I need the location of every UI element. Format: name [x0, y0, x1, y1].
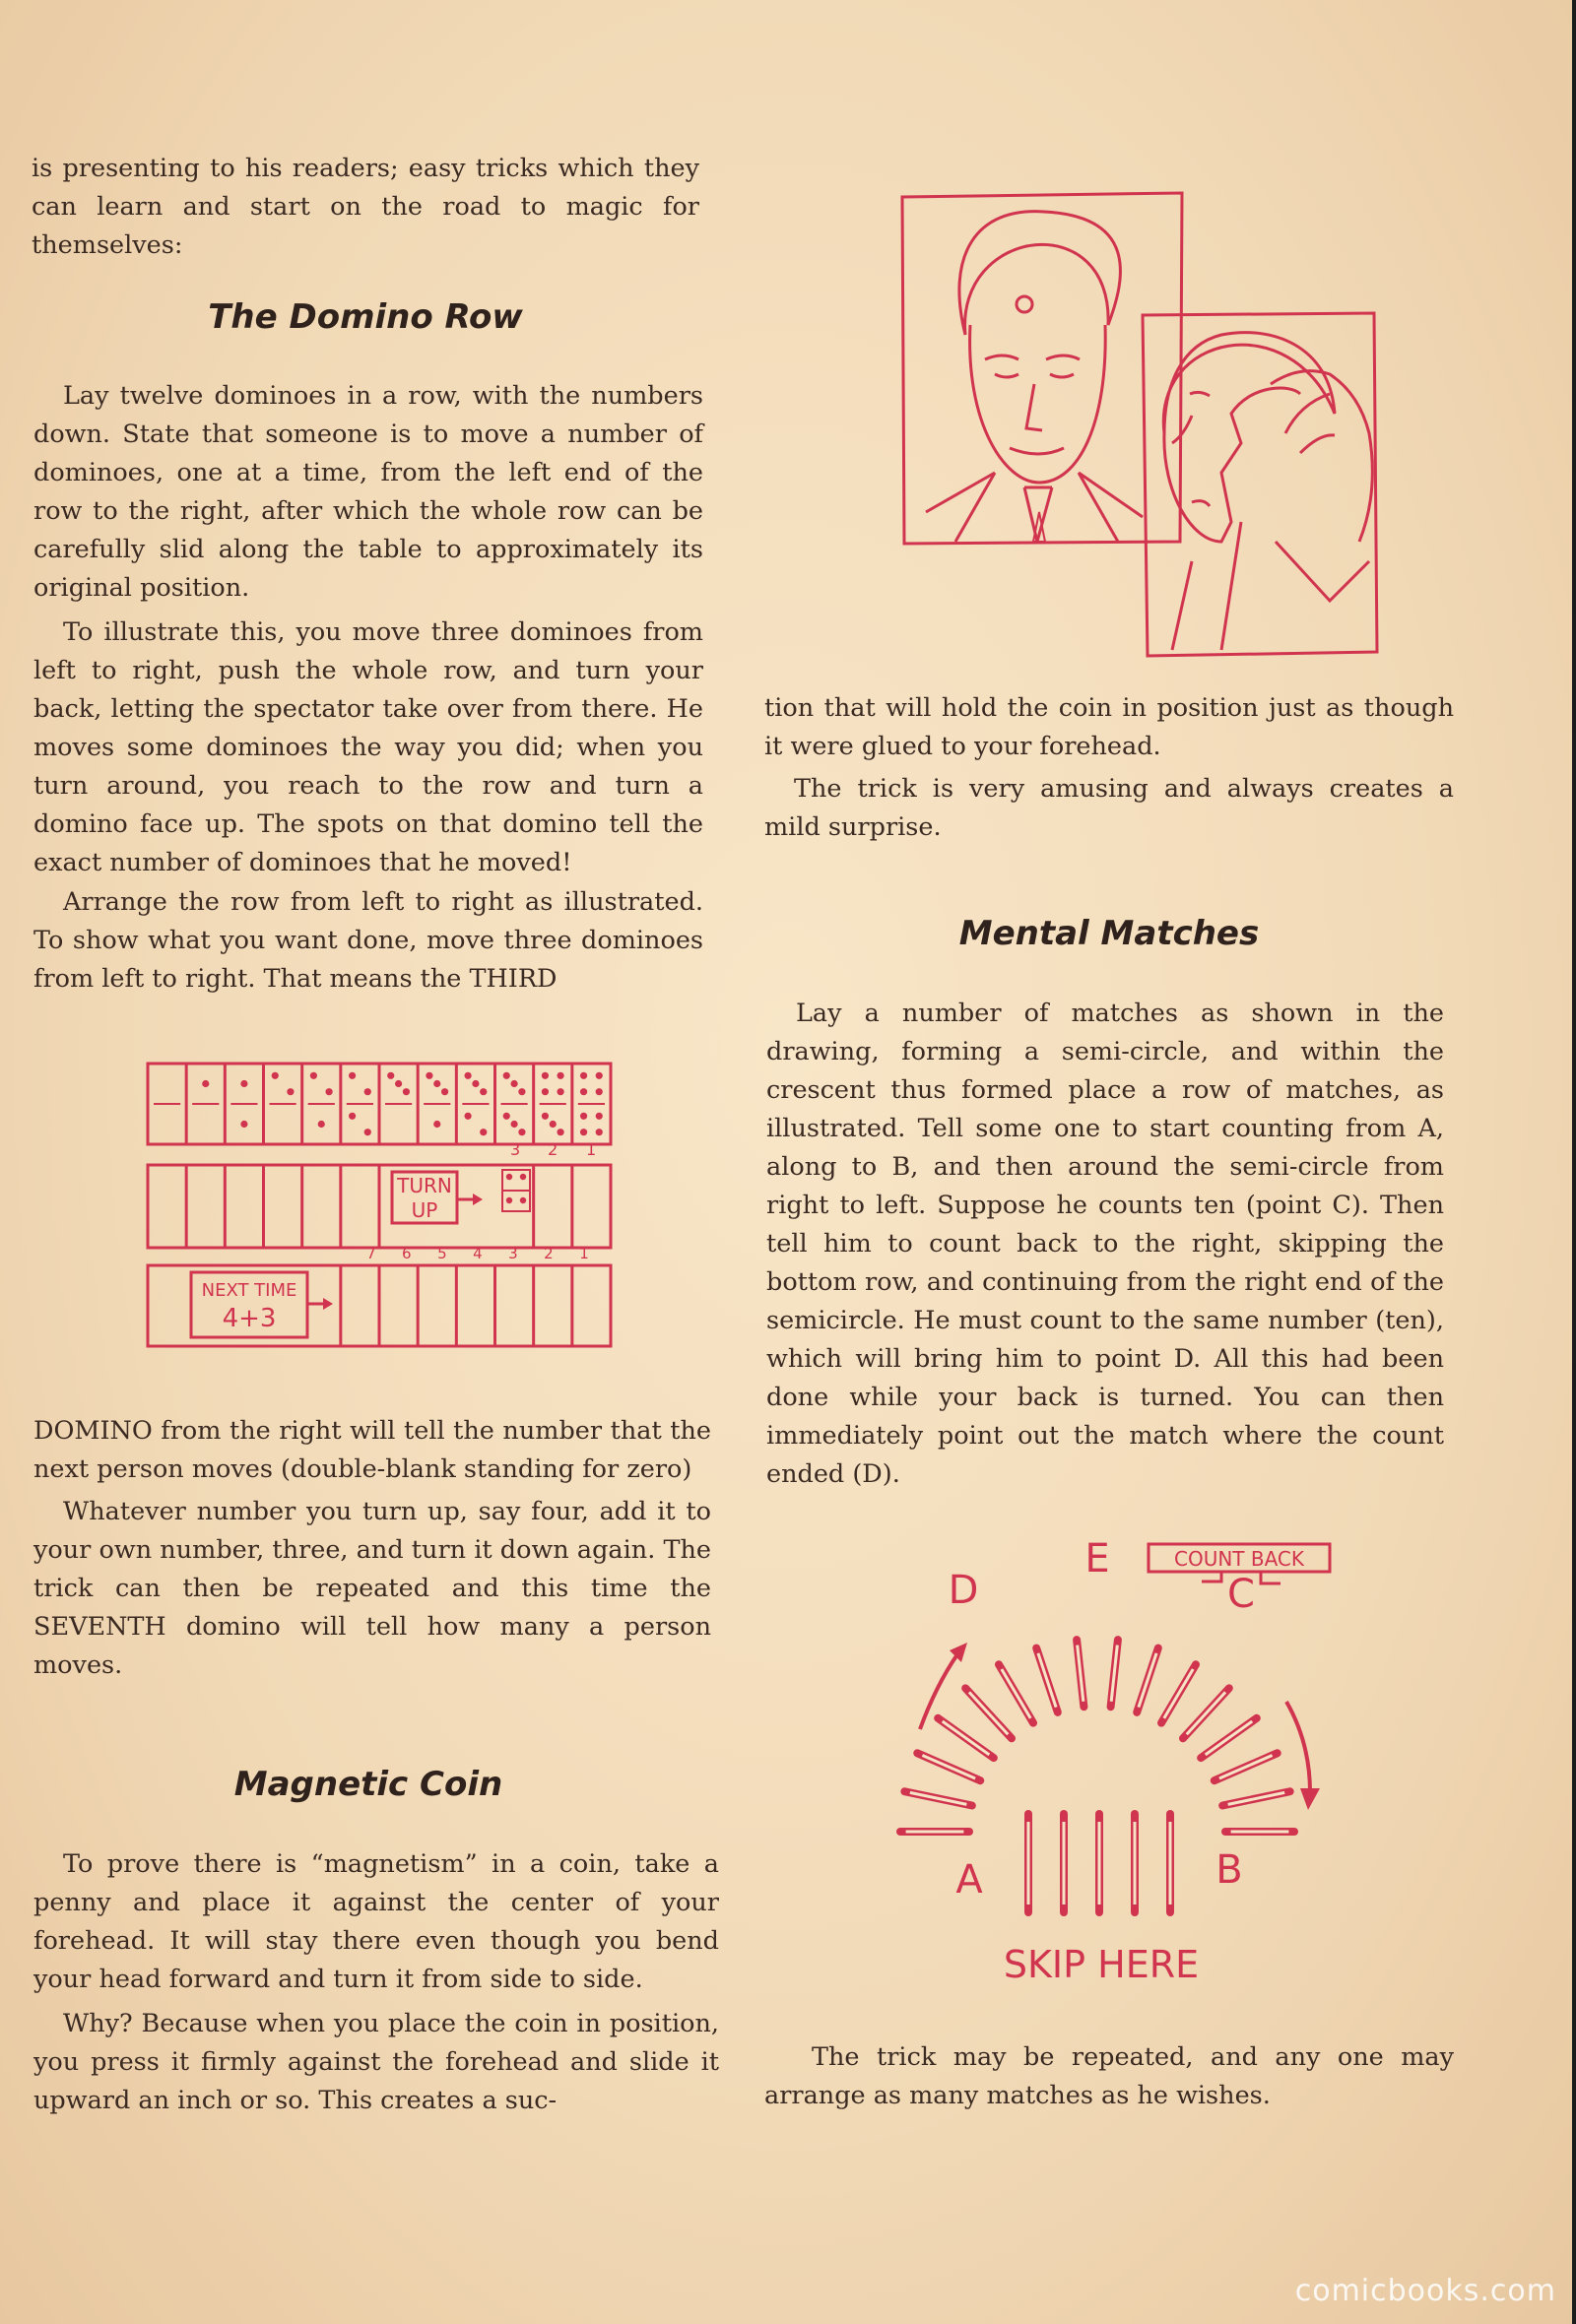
bottom-row-matches	[1028, 1814, 1170, 1912]
arc-match	[1183, 1688, 1229, 1738]
domino-paragraph-5: Whatever number you turn up, say four, add it to your own number, three, and turn it down again. The trick can then be repeated and this time the SEVENTH domino will tell how many a person moves.	[33, 1497, 711, 1680]
skip-here-label: SKIP HERE	[1003, 1943, 1200, 1986]
intro-text	[32, 150, 699, 265]
count-back-label: COUNT BACK	[1173, 1547, 1305, 1571]
domino-row-text	[33, 377, 703, 999]
coin-paragraph-4: The trick is very amusing and always creates a mild surprise.	[764, 774, 1454, 842]
turn-label: TURN	[397, 1174, 452, 1197]
matches-paragraph-2: The trick may be repeated, and any one may arrange as many matches as he wishes.	[764, 2042, 1454, 2110]
right-arc-arrow	[1286, 1702, 1310, 1792]
label-a: A	[955, 1857, 983, 1903]
scan-edge	[1572, 0, 1576, 2324]
up-label: UP	[411, 1198, 438, 1222]
row2-number-3: 3	[510, 1140, 521, 1159]
arc-match	[904, 1791, 971, 1805]
domino-row-face-down	[148, 1140, 611, 1248]
turn-arrow-icon	[473, 1194, 483, 1205]
label-e: E	[1084, 1536, 1110, 1582]
coin-icon	[1017, 296, 1032, 312]
domino-paragraph-3: Arrange the row from left to right as illustrated. To show what you want done, move three dominoes from left to right. That means the THIRD	[33, 887, 703, 994]
arc-match	[917, 1753, 980, 1780]
label-c: C	[1227, 1572, 1255, 1617]
semicircle-matches	[900, 1640, 1294, 1832]
arc-match	[1215, 1753, 1278, 1780]
domino-paragraph-1: Lay twelve dominoes in a row, with the numbers down. State that someone is to move a number of dominoes, one at a time, from the left end of the row to the right, after which the whole row can be carefully slid along the table to approximately its original position.	[33, 381, 703, 603]
domino-row-text-continued	[33, 1412, 711, 1685]
arc-match	[1222, 1791, 1289, 1805]
magnetic-coin-heading: Magnetic Coin	[233, 1765, 503, 1804]
domino-row-face-up	[148, 1064, 611, 1144]
domino-row-next-time	[148, 1245, 611, 1346]
row3-number: 2	[544, 1245, 554, 1262]
arc-match	[1137, 1648, 1158, 1712]
row3-number: 7	[366, 1245, 376, 1262]
label-b: B	[1215, 1847, 1243, 1893]
magnetic-coin-text	[33, 1845, 719, 2120]
arc-match	[1077, 1640, 1084, 1707]
side-face-panel	[1143, 313, 1377, 656]
mental-matches-text	[766, 995, 1444, 1494]
front-face-panel	[902, 193, 1182, 544]
arc-match	[999, 1664, 1033, 1722]
domino-diagram	[138, 1044, 630, 1359]
row3-number: 5	[437, 1245, 447, 1262]
row3-number: 3	[508, 1245, 518, 1262]
next-arrow-icon	[323, 1298, 333, 1310]
domino-paragraph-4: DOMINO from the right will tell the number that the next person moves (double-blank standing for zero)	[33, 1416, 711, 1484]
watermark: comicbooks.com	[1294, 2274, 1556, 2308]
magnetic-coin-text-continued	[764, 689, 1454, 847]
mental-matches-heading: Mental Matches	[958, 914, 1260, 953]
sum-label: 4+3	[222, 1304, 277, 1333]
coin-paragraph-2: Why? Because when you place the coin in position, you press it firmly against the forehead and slide it upward an inch or so. This creates a suc-	[33, 2009, 719, 2115]
row3-number: 1	[579, 1245, 589, 1262]
domino-row-heading: The Domino Row	[208, 297, 523, 337]
right-arrow-head-icon	[1300, 1788, 1320, 1810]
row3-number: 6	[402, 1245, 412, 1262]
arc-match	[1161, 1664, 1196, 1722]
arc-match	[1201, 1718, 1257, 1758]
row3-number: 4	[473, 1245, 483, 1262]
mental-matches-text-continued	[764, 2038, 1454, 2115]
arc-match	[1111, 1640, 1118, 1707]
row2-number-1: 1	[586, 1140, 597, 1159]
matches-diagram	[847, 1536, 1359, 1999]
coin-paragraph-3: tion that will hold the coin in position just as though it were glued to your forehead.	[764, 693, 1454, 761]
domino-paragraph-2: To illustrate this, you move three dominoes from left to right, push the whole row, and turn your back, letting the spectator take over from there. He moves some dominoes the way you did; when you turn around, you reach to the row and turn a domino face up. The spots on that domino tell the exact number of dominoes that he moved!	[33, 617, 703, 877]
arc-match	[965, 1688, 1012, 1738]
arc-match	[1036, 1648, 1058, 1712]
row2-number-2: 2	[548, 1140, 558, 1159]
coin-paragraph-1: To prove there is “magnetism” in a coin, take a penny and place it against the center of your forehead. It will stay there even though you bend your head forward and turn it from side to side.	[33, 1849, 719, 1994]
matches-paragraph-1: Lay a number of matches as shown in the drawing, forming a semi-circle, and within the crescent thus formed place a row of matches, as illustrated. Tell some one to start counting from A, along to B, and then around the semi-circle from right to left. Suppose he counts ten (point C). Then tell him to count back to the right, skipping the bottom row, and continuing from the right end of the semicircle. He must count to the same number (ten), which will bring him to point D. All this had been done while your back is turned. You can then immediately point out the match where the count ended (D).	[766, 999, 1444, 1489]
next-time-label: NEXT TIME	[201, 1280, 297, 1301]
label-d: D	[948, 1568, 979, 1613]
arc-match	[938, 1718, 994, 1758]
intro-paragraph: is presenting to his readers; easy tricks which they can learn and start on the road to magic for themselves:	[32, 154, 699, 260]
magnetic-coin-illustration	[896, 187, 1389, 670]
